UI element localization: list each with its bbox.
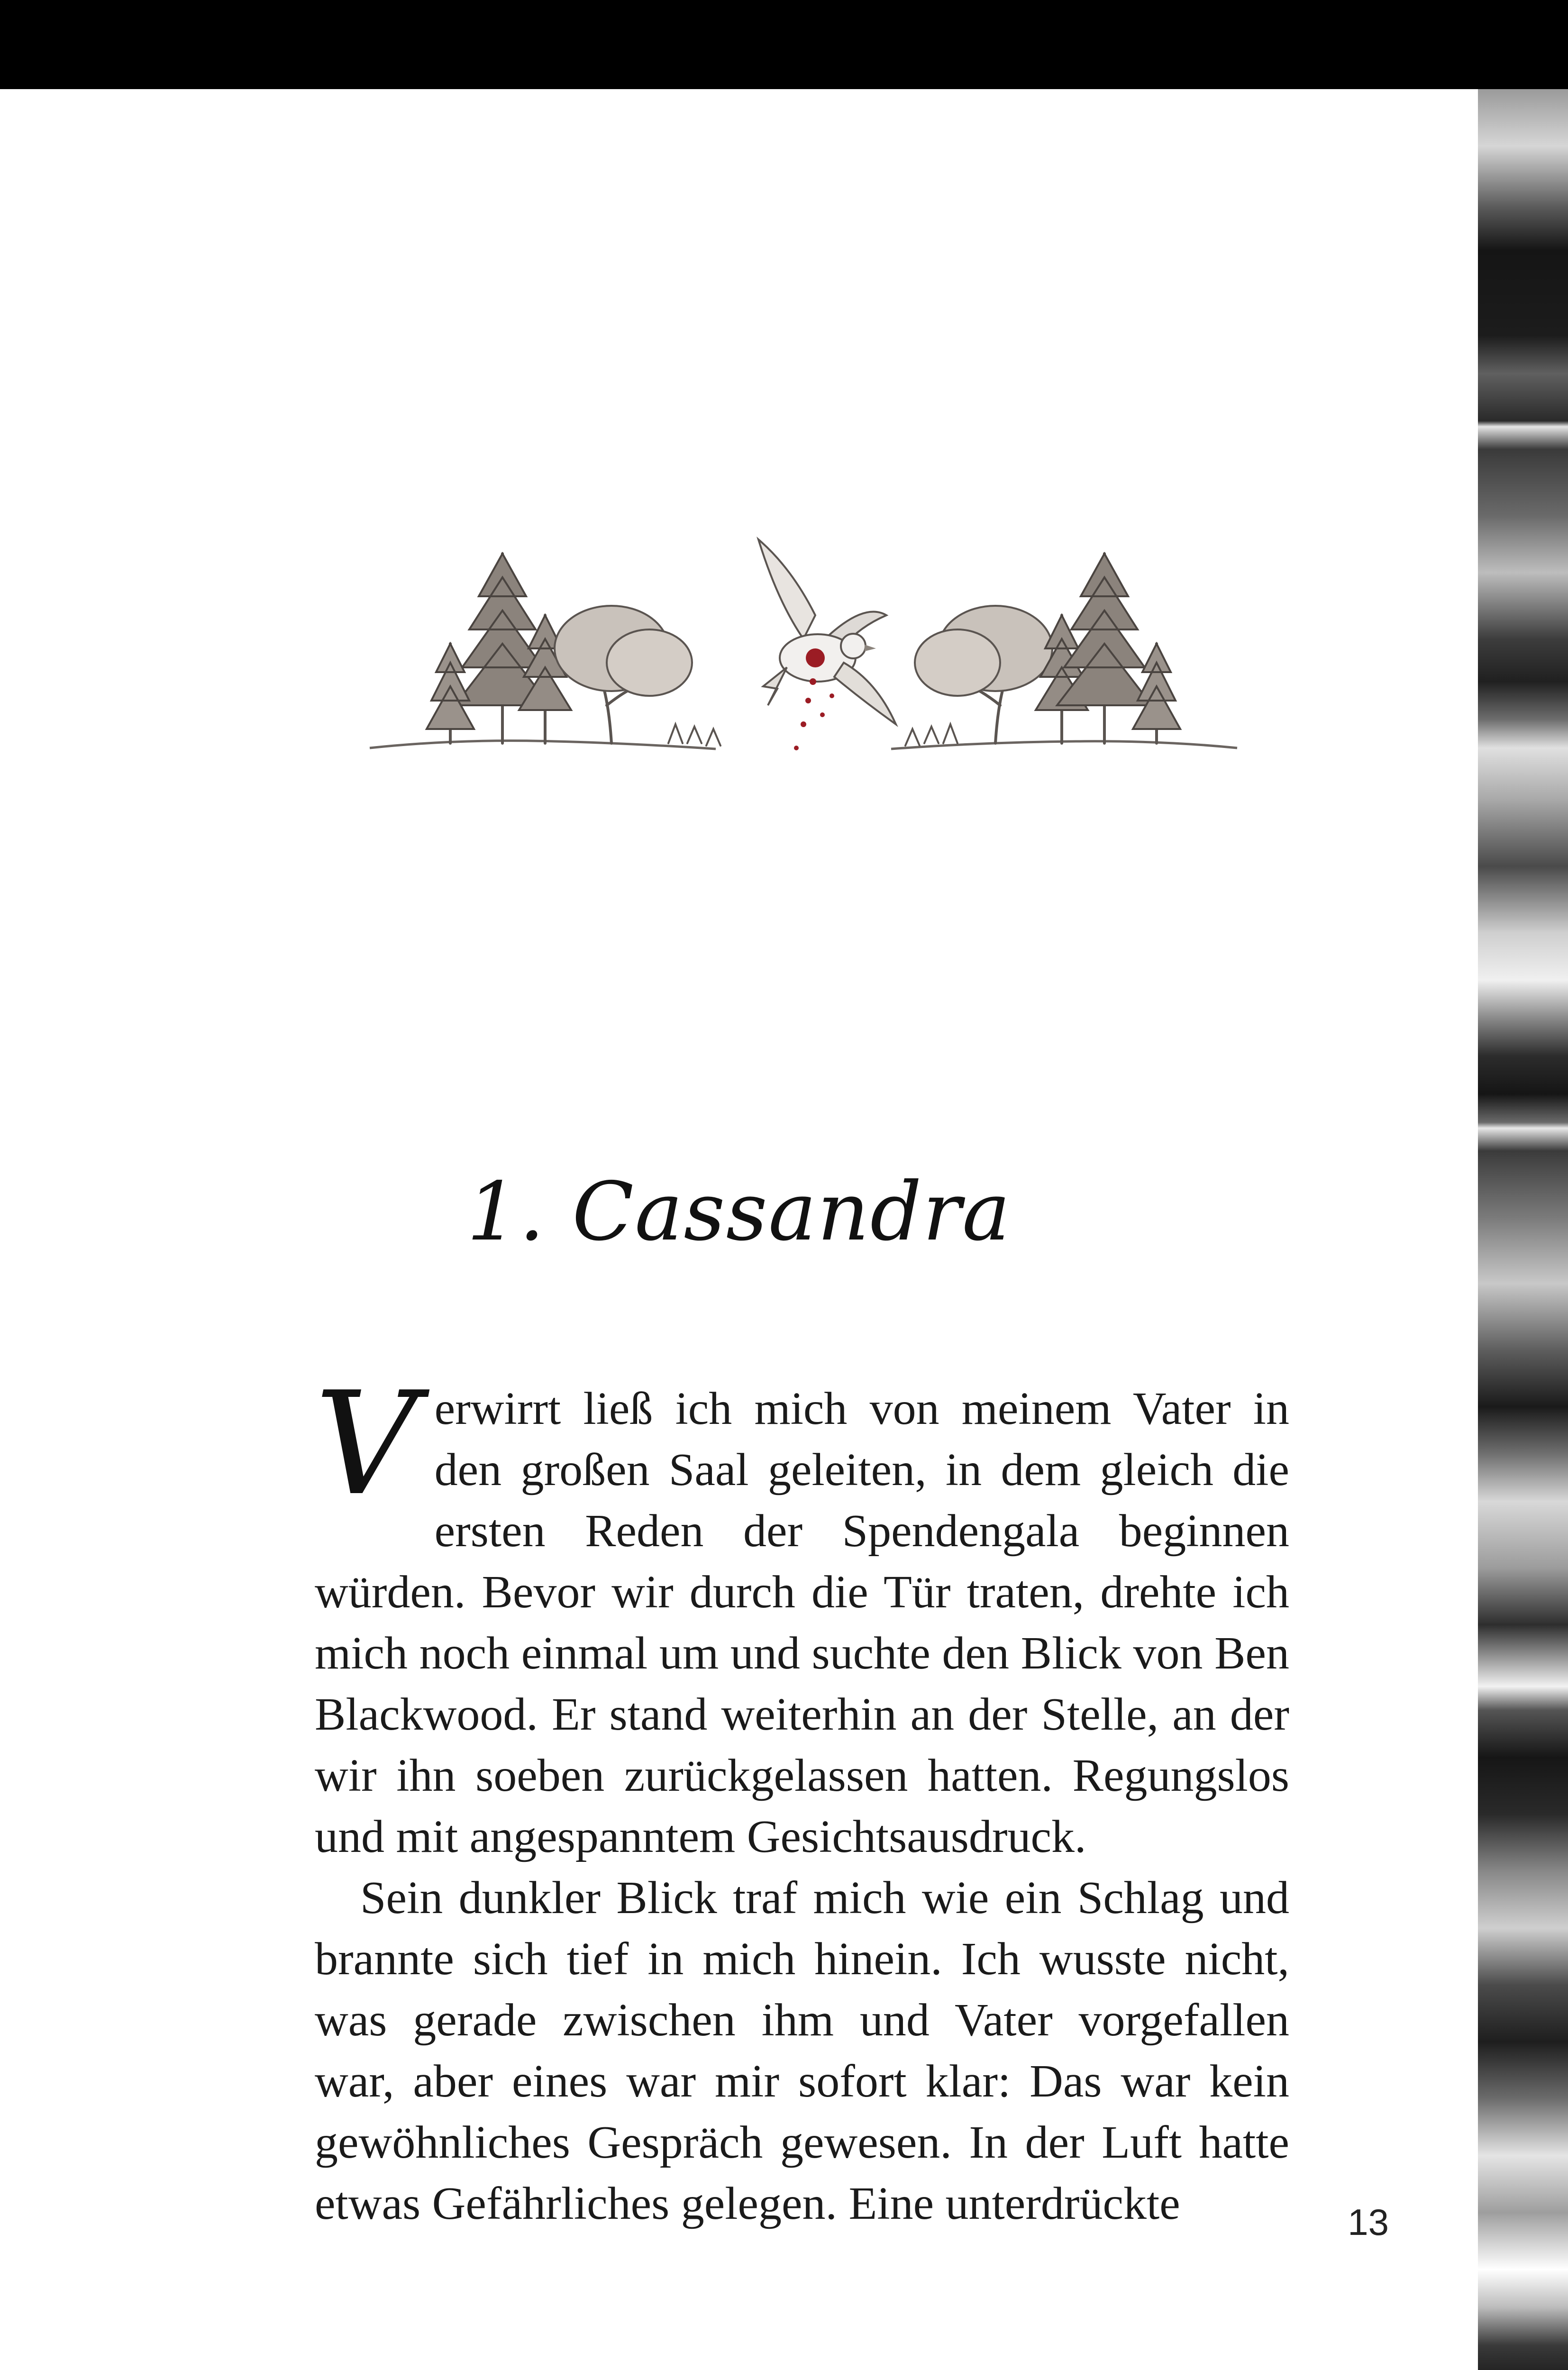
wounded-dove-icon	[758, 539, 896, 750]
page-edge-strip	[1478, 89, 1568, 2370]
page-number: 13	[1348, 2201, 1389, 2243]
chapter-ornament	[365, 459, 1242, 772]
drop-cap: V	[315, 1361, 418, 1527]
body-text	[315, 1361, 1289, 2234]
forest-trees-icon	[905, 554, 1180, 746]
paragraph: Sein dunkler Blick traf mich wie ein Schlag und brannte sich tief in mich hinein. Ich wusste nicht, was gerade zwischen ihm und Vater vorgefallen war, aber eines war mir sofort klar: Das war kein gewöhnliches Gespräch gewesen. In der Luft hatte etwas Gefährliches gelegen. Eine unterdrückte	[315, 1872, 1289, 2229]
paragraph-text: erwirrt ließ ich mich von meinem Vater in den großen Saal geleiten, in dem gleich die ersten Reden der Spendengala beginnen würden. Bevor wir durch die Tür traten, drehte ich mich noch einmal um und suchte den Blick von Ben Blackwood. Er stand weiterhin an der Stelle, an der wir ihn soeben zurückgelassen hatten. Regungslos und mit angespanntem Gesichtsausdruck.	[315, 1383, 1289, 1862]
top-black-bar	[0, 0, 1568, 89]
book-page	[0, 89, 1478, 2370]
chapter-title: 1. Cassandra	[466, 1165, 1012, 1259]
paragraph	[315, 1361, 1289, 1868]
forest-trees-icon	[427, 554, 720, 746]
